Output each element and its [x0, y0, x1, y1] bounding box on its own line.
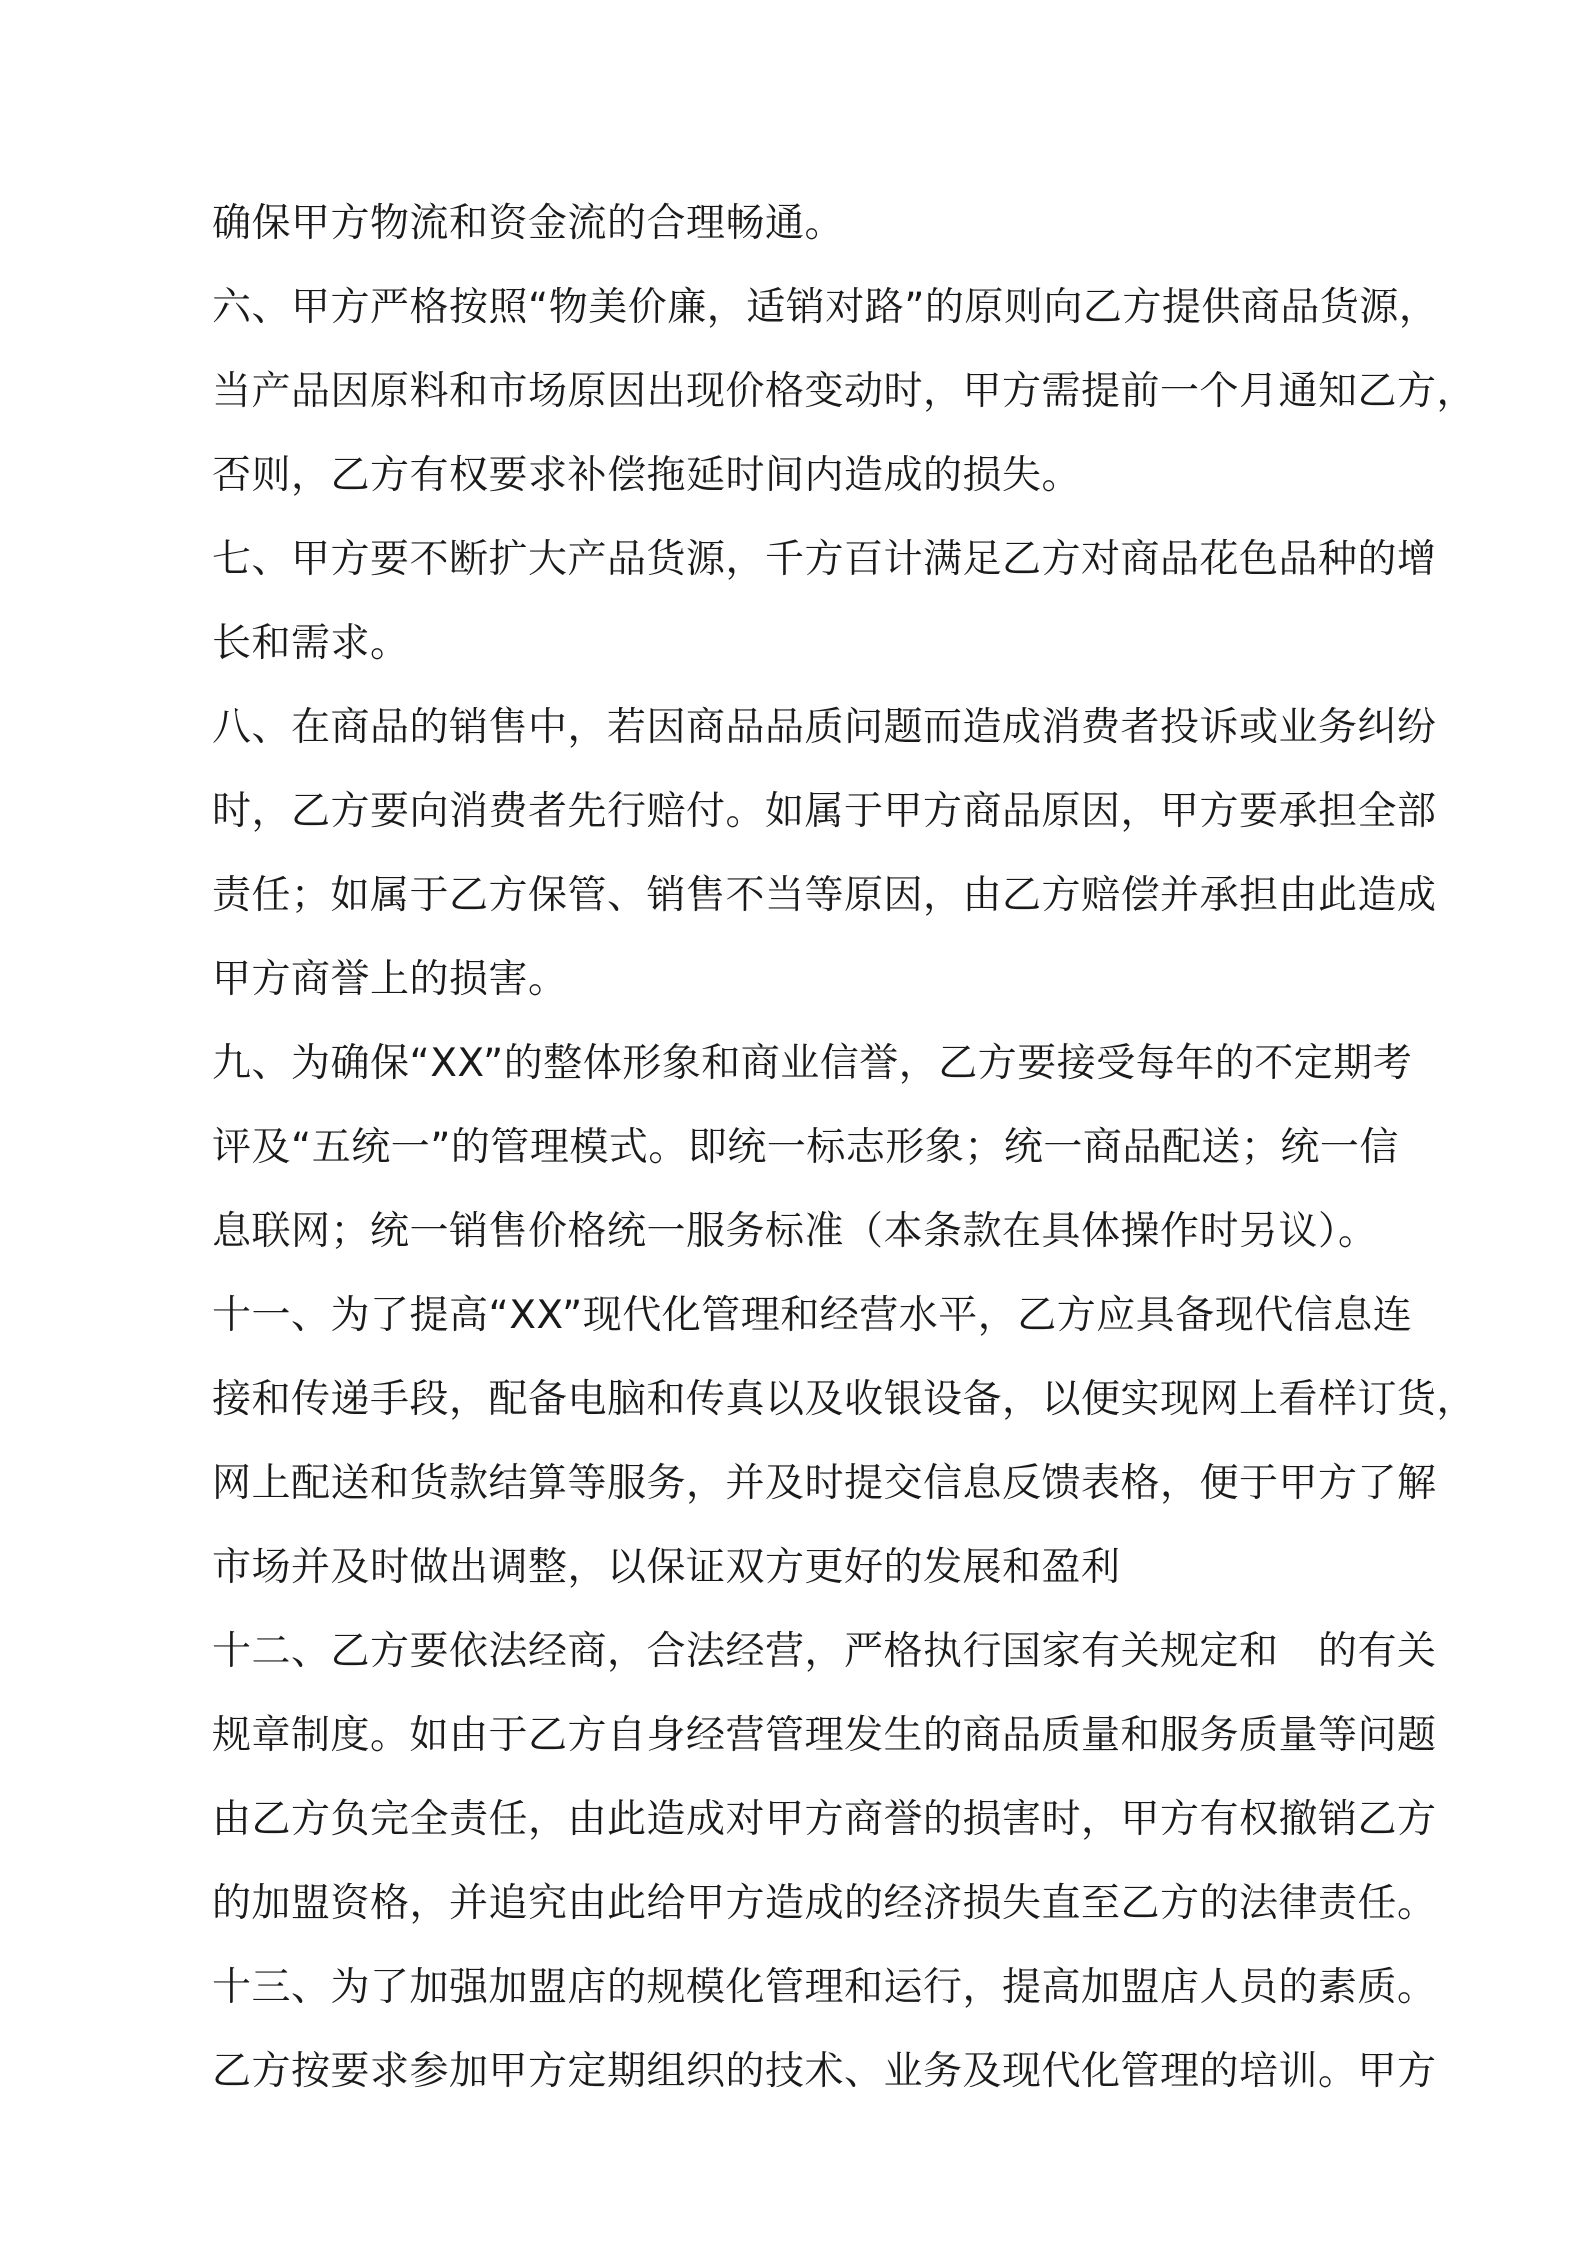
- text-line: 当产品因原料和市场原因出现价格变动时，甲方需提前一个月通知乙方，: [212, 369, 1477, 414]
- text-line: 九、为确保“XX”的整体形象和商业信誉，乙方要接受每年的不定期考: [212, 1041, 1413, 1086]
- text-line: 时，乙方要向消费者先行赔付。如属于甲方商品原因，甲方要承担全部: [212, 789, 1437, 834]
- text-line: 接和传递手段，配备电脑和传真以及收银设备，以便实现网上看样订货，: [212, 1377, 1477, 1422]
- text-line: 息联网；统一销售价格统一服务标准（本条款在具体操作时另议）。: [212, 1209, 1378, 1254]
- text-line: 七、甲方要不断扩大产品货源，千方百计满足乙方对商品花色品种的增: [212, 537, 1437, 582]
- text-line: 乙方按要求参加甲方定期组织的技术、业务及现代化管理的培训。甲方: [212, 2049, 1437, 2094]
- text-line: 规章制度。如由于乙方自身经营管理发生的商品质量和服务质量等问题: [212, 1713, 1437, 1758]
- document-body: [212, 182, 1477, 2114]
- text-line: 网上配送和货款结算等服务，并及时提交信息反馈表格，便于甲方了解: [212, 1461, 1437, 1506]
- text-line: 的加盟资格，并追究由此给甲方造成的经济损失直至乙方的法律责任。: [212, 1881, 1437, 1926]
- text-line: 十二、乙方要依法经商，合法经营，严格执行国家有关规定和 的有关: [212, 1629, 1437, 1674]
- text-line: 八、在商品的销售中，若因商品品质问题而造成消费者投诉或业务纠纷: [212, 705, 1437, 750]
- text-line: 由乙方负完全责任，由此造成对甲方商誉的损害时，甲方有权撤销乙方: [212, 1797, 1437, 1842]
- text-line: 十三、为了加强加盟店的规模化管理和运行，提高加盟店人员的素质。: [212, 1965, 1437, 2010]
- text-line: 评及“五统一”的管理模式。即统一标志形象；统一商品配送；统一信: [212, 1125, 1399, 1170]
- text-line: 责任；如属于乙方保管、销售不当等原因，由乙方赔偿并承担由此造成: [212, 873, 1437, 918]
- text-line: 长和需求。: [212, 621, 410, 666]
- text-line: 确保甲方物流和资金流的合理畅通。: [212, 201, 845, 246]
- text-line: 市场并及时做出调整，以保证双方更好的发展和盈利: [212, 1545, 1121, 1590]
- text-line: 十一、为了提高“XX”现代化管理和经营水平，乙方应具备现代信息连: [212, 1293, 1413, 1338]
- text-line: 六、甲方严格按照“物美价廉，适销对路”的原则向乙方提供商品货源，: [212, 285, 1439, 330]
- text-line: 甲方商誉上的损害。: [212, 957, 568, 1002]
- text-line: 否则，乙方有权要求补偿拖延时间内造成的损失。: [212, 453, 1082, 498]
